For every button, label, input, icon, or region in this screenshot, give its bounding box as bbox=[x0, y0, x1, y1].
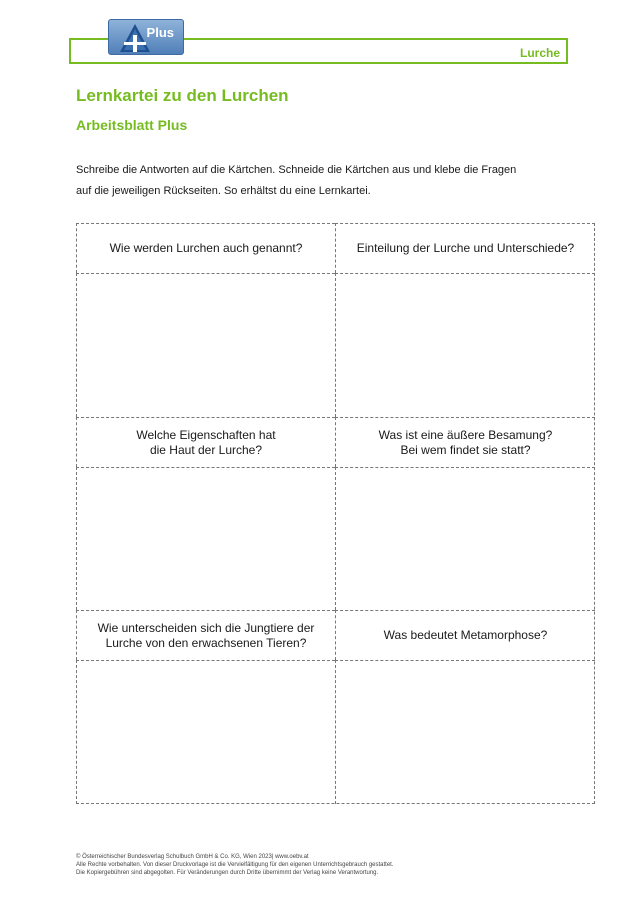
footer-line: © Österreichischer Bundesverlag Schulbuch GmbH & Co. KG, Wien 2023| www.oebv.at bbox=[76, 854, 309, 860]
plus-logo bbox=[108, 19, 184, 55]
card-question: Was bedeutet Metamorphose? bbox=[335, 610, 595, 660]
instruction-line: auf die jeweiligen Rückseiten. So erhältst du eine Lernkartei. bbox=[76, 185, 371, 197]
answer-box[interactable] bbox=[335, 273, 595, 417]
answer-box[interactable] bbox=[76, 660, 335, 804]
topic-label: Lurche bbox=[519, 46, 560, 60]
instructions bbox=[76, 160, 576, 202]
answer-box[interactable] bbox=[335, 467, 595, 610]
footer-line: Die Kopiergebühren sind abgegolten. Für Veränderungen durch Dritte übernimmt der Verlag keine Verantwortung. bbox=[76, 870, 379, 876]
card-question: Einteilung der Lurche und Unterschiede? bbox=[335, 223, 595, 273]
logo-text: Plus bbox=[146, 25, 174, 40]
page-subtitle: Arbeitsblatt Plus bbox=[76, 117, 188, 133]
footer-line: Alle Rechte vorbehalten. Von dieser Druckvorlage ist die Vervielfältigung für den eigenen Unterrichtsgebrauch gestattet. bbox=[76, 862, 394, 868]
card-question: Welche Eigenschaften hat die Haut der Lurche? bbox=[76, 417, 335, 467]
answer-box[interactable] bbox=[335, 660, 595, 804]
instruction-line: Schreibe die Antworten auf die Kärtchen. Schneide die Kärtchen aus und klebe die Fragen bbox=[76, 164, 517, 176]
card-grid bbox=[76, 223, 595, 804]
page-title: Lernkartei zu den Lurchen bbox=[76, 86, 289, 105]
answer-box[interactable] bbox=[76, 273, 335, 417]
card-question: Wie unterscheiden sich die Jungtiere der Lurche von den erwachsenen Tieren? bbox=[76, 610, 335, 660]
answer-box[interactable] bbox=[76, 467, 335, 610]
card-question: Was ist eine äußere Besamung? Bei wem findet sie statt? bbox=[335, 417, 595, 467]
card-question: Wie werden Lurchen auch genannt? bbox=[76, 223, 335, 273]
footer bbox=[76, 853, 394, 877]
